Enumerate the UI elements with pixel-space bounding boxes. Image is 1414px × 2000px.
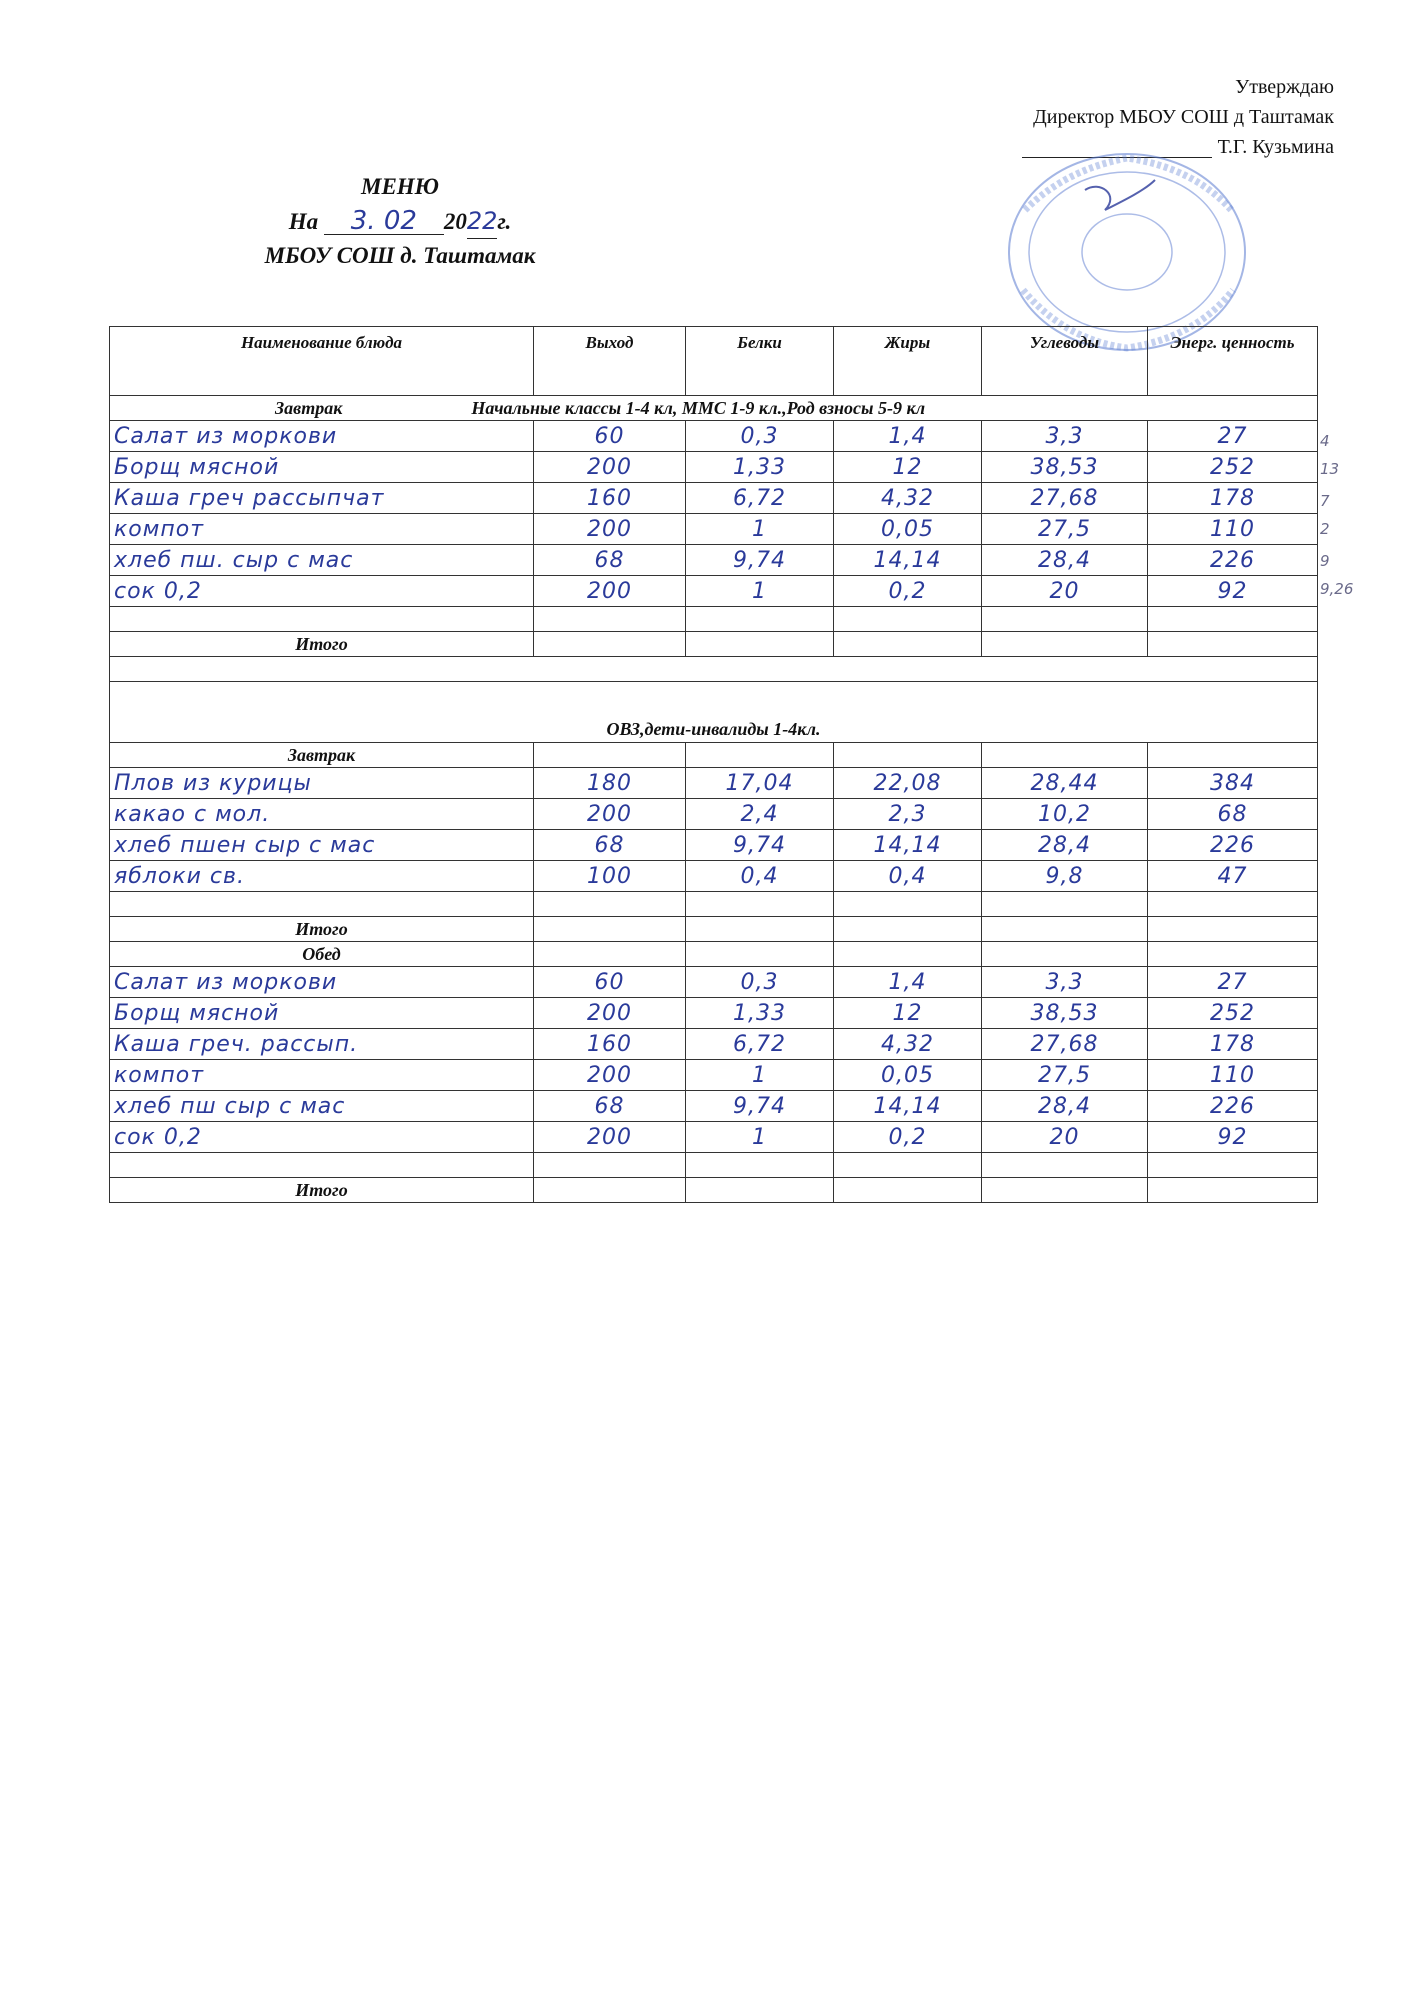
- empty-row: [110, 607, 1318, 632]
- section1-header-row: [110, 396, 1318, 421]
- dish-protein: 2,4: [686, 799, 834, 830]
- table-row: [110, 452, 1318, 483]
- dish-protein: 0,3: [686, 421, 834, 452]
- dish-output: 200: [534, 998, 686, 1029]
- col-fat: Жиры: [834, 327, 982, 396]
- dish-name: Салат из моркови: [110, 421, 534, 452]
- date-year-prefix: 20: [443, 209, 467, 234]
- school-name: МБОУ СОШ д. Таштамак: [264, 243, 536, 268]
- dish-energy: 178: [1148, 483, 1318, 514]
- dish-fat: 0,05: [834, 1060, 982, 1091]
- dish-carbs: 3,3: [982, 421, 1148, 452]
- dish-energy: 110: [1148, 1060, 1318, 1091]
- dish-name: хлеб пш сыр с мас: [110, 1091, 534, 1122]
- dish-name: Салат из моркови: [110, 967, 534, 998]
- dish-output: 200: [534, 1060, 686, 1091]
- table-row: [110, 1029, 1318, 1060]
- margin-note: 9: [1320, 552, 1330, 570]
- menu-title: МЕНЮ: [361, 174, 439, 199]
- total-label: Итого: [110, 917, 534, 942]
- dish-output: 180: [534, 768, 686, 799]
- section1-total-row: [110, 632, 1318, 657]
- dish-carbs: 28,4: [982, 830, 1148, 861]
- dish-output: 60: [534, 967, 686, 998]
- table-row: [110, 483, 1318, 514]
- dish-protein: 9,74: [686, 1091, 834, 1122]
- dish-protein: 9,74: [686, 830, 834, 861]
- table-header-row: [110, 327, 1318, 396]
- margin-note: 4: [1320, 432, 1330, 450]
- dish-fat: 0,05: [834, 514, 982, 545]
- dish-energy: 110: [1148, 514, 1318, 545]
- dish-fat: 12: [834, 452, 982, 483]
- dish-output: 200: [534, 799, 686, 830]
- lunch-label: Обед: [110, 942, 534, 967]
- dish-protein: 0,4: [686, 861, 834, 892]
- table-row: [110, 967, 1318, 998]
- dish-name: сок 0,2: [110, 1122, 534, 1153]
- dish-name: хлеб пшен сыр с мас: [110, 830, 534, 861]
- dish-name: яблоки св.: [110, 861, 534, 892]
- total-label: Итого: [110, 1178, 534, 1203]
- dish-fat: 12: [834, 998, 982, 1029]
- dish-energy: 92: [1148, 1122, 1318, 1153]
- dish-carbs: 38,53: [982, 452, 1148, 483]
- dish-output: 160: [534, 483, 686, 514]
- dish-energy: 68: [1148, 799, 1318, 830]
- approval-block: [1022, 72, 1334, 162]
- dish-name: компот: [110, 514, 534, 545]
- table-row: [110, 1060, 1318, 1091]
- dish-output: 68: [534, 830, 686, 861]
- table-row: [110, 545, 1318, 576]
- table-row: [110, 1122, 1318, 1153]
- approval-name: Т.Г. Кузьмина: [1217, 136, 1334, 158]
- dish-fat: 1,4: [834, 967, 982, 998]
- section2-header-row: [110, 682, 1318, 743]
- dish-energy: 226: [1148, 830, 1318, 861]
- dish-energy: 226: [1148, 545, 1318, 576]
- section2-group-label: ОВЗ,дети-инвалиды 1-4кл.: [110, 682, 1318, 743]
- margin-note: 7: [1320, 492, 1330, 510]
- dish-output: 160: [534, 1029, 686, 1060]
- dish-name: Борщ мясной: [110, 998, 534, 1029]
- table-row: [110, 799, 1318, 830]
- table-row: [110, 861, 1318, 892]
- dish-output: 200: [534, 452, 686, 483]
- dish-output: 200: [534, 514, 686, 545]
- section1-meal-label: Завтрак: [275, 397, 343, 418]
- dish-carbs: 10,2: [982, 799, 1148, 830]
- menu-heading: [110, 170, 690, 273]
- dish-output: 100: [534, 861, 686, 892]
- dish-carbs: 38,53: [982, 998, 1148, 1029]
- table-row: [110, 998, 1318, 1029]
- dish-fat: 0,2: [834, 1122, 982, 1153]
- dish-carbs: 28,4: [982, 545, 1148, 576]
- dish-carbs: 27,68: [982, 1029, 1148, 1060]
- col-energy: Энерг. ценность: [1148, 327, 1318, 396]
- dish-fat: 4,32: [834, 483, 982, 514]
- empty-row: [110, 1153, 1318, 1178]
- margin-note: 9,26: [1320, 580, 1354, 598]
- approval-position: Директор МБОУ СОШ д Таштамак: [1033, 106, 1334, 128]
- section2-breakfast-row: [110, 743, 1318, 768]
- dish-output: 200: [534, 576, 686, 607]
- margin-note: 2: [1320, 520, 1330, 538]
- dish-energy: 252: [1148, 998, 1318, 1029]
- col-carbs: Углеводы: [982, 327, 1148, 396]
- dish-protein: 0,3: [686, 967, 834, 998]
- dish-energy: 252: [1148, 452, 1318, 483]
- lunch-label-row: [110, 942, 1318, 967]
- total-label: Итого: [110, 632, 534, 657]
- dish-carbs: 27,5: [982, 1060, 1148, 1091]
- dish-name: какао с мол.: [110, 799, 534, 830]
- separator-row: [110, 657, 1318, 682]
- dish-fat: 2,3: [834, 799, 982, 830]
- date-prefix: На: [288, 209, 319, 234]
- empty-row: [110, 892, 1318, 917]
- dish-energy: 27: [1148, 421, 1318, 452]
- table-row: [110, 830, 1318, 861]
- dish-protein: 1,33: [686, 998, 834, 1029]
- col-output: Выход: [534, 327, 686, 396]
- dish-name: Каша греч рассыпчат: [110, 483, 534, 514]
- dish-protein: 9,74: [686, 545, 834, 576]
- dish-energy: 27: [1148, 967, 1318, 998]
- dish-protein: 17,04: [686, 768, 834, 799]
- lunch-total-row: [110, 1178, 1318, 1203]
- col-protein: Белки: [686, 327, 834, 396]
- dish-output: 68: [534, 1091, 686, 1122]
- dish-fat: 14,14: [834, 830, 982, 861]
- approval-title: Утверждаю: [1235, 76, 1334, 98]
- dish-carbs: 28,44: [982, 768, 1148, 799]
- dish-protein: 1: [686, 576, 834, 607]
- dish-protein: 1: [686, 1122, 834, 1153]
- dish-name: Каша греч. рассып.: [110, 1029, 534, 1060]
- dish-name: компот: [110, 1060, 534, 1091]
- dish-carbs: 28,4: [982, 1091, 1148, 1122]
- dish-name: Плов из курицы: [110, 768, 534, 799]
- date-day: 3. 02: [324, 208, 444, 235]
- dish-fat: 0,4: [834, 861, 982, 892]
- table-row: [110, 1091, 1318, 1122]
- table-row: [110, 768, 1318, 799]
- dish-protein: 1: [686, 514, 834, 545]
- menu-date-line: [110, 204, 690, 239]
- breakfast-total-row: [110, 917, 1318, 942]
- date-year-suffix: 22: [467, 204, 498, 239]
- menu-table: [109, 326, 1318, 1203]
- dish-name: Борщ мясной: [110, 452, 534, 483]
- col-dish-name: Наименование блюда: [110, 327, 534, 396]
- dish-fat: 0,2: [834, 576, 982, 607]
- dish-carbs: 27,68: [982, 483, 1148, 514]
- dish-output: 68: [534, 545, 686, 576]
- dish-name: хлеб пш. сыр с мас: [110, 545, 534, 576]
- dish-fat: 14,14: [834, 1091, 982, 1122]
- dish-fat: 4,32: [834, 1029, 982, 1060]
- dish-protein: 6,72: [686, 483, 834, 514]
- table-row: [110, 514, 1318, 545]
- dish-carbs: 20: [982, 576, 1148, 607]
- dish-energy: 92: [1148, 576, 1318, 607]
- table-row: [110, 421, 1318, 452]
- dish-energy: 226: [1148, 1091, 1318, 1122]
- dish-protein: 6,72: [686, 1029, 834, 1060]
- dish-protein: 1: [686, 1060, 834, 1091]
- dish-protein: 1,33: [686, 452, 834, 483]
- dish-fat: 1,4: [834, 421, 982, 452]
- dish-carbs: 3,3: [982, 967, 1148, 998]
- dish-carbs: 27,5: [982, 514, 1148, 545]
- table-row: [110, 576, 1318, 607]
- date-suffix: г.: [497, 209, 512, 234]
- breakfast-label: Завтрак: [110, 743, 534, 768]
- dish-energy: 47: [1148, 861, 1318, 892]
- dish-energy: 384: [1148, 768, 1318, 799]
- dish-name: сок 0,2: [110, 576, 534, 607]
- section1-group-label: Начальные классы 1-4 кл, ММС 1-9 кл.,Род взносы 5-9 кл: [471, 397, 926, 418]
- dish-fat: 14,14: [834, 545, 982, 576]
- dish-fat: 22,08: [834, 768, 982, 799]
- dish-carbs: 20: [982, 1122, 1148, 1153]
- dish-carbs: 9,8: [982, 861, 1148, 892]
- official-seal: [1005, 150, 1250, 355]
- dish-output: 60: [534, 421, 686, 452]
- margin-note: 13: [1320, 460, 1340, 478]
- dish-energy: 178: [1148, 1029, 1318, 1060]
- dish-output: 200: [534, 1122, 686, 1153]
